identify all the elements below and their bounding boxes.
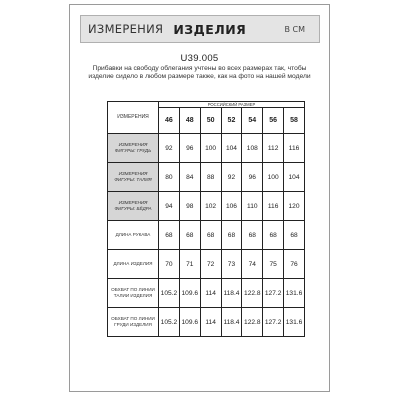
value-cell: 100	[263, 163, 284, 192]
value-cell: 76	[284, 250, 305, 279]
value-cell: 75	[263, 250, 284, 279]
value-cell: 131.6	[284, 279, 305, 308]
value-cell: 68	[200, 221, 221, 250]
size-table	[107, 101, 305, 337]
table-row	[108, 250, 305, 279]
table-row	[108, 192, 305, 221]
value-cell: 127.2	[263, 279, 284, 308]
size-cell-48: 48	[179, 108, 200, 134]
value-cell: 109.6	[179, 279, 200, 308]
value-cell: 105.2	[159, 279, 180, 308]
value-cell: 70	[159, 250, 180, 279]
value-cell: 98	[179, 192, 200, 221]
value-cell: 92	[221, 163, 242, 192]
header-bar	[80, 15, 320, 43]
value-cell: 131.6	[284, 308, 305, 337]
value-cell: 100	[200, 134, 221, 163]
value-cell: 104	[221, 134, 242, 163]
value-cell: 116	[284, 134, 305, 163]
value-cell: 94	[159, 192, 180, 221]
value-cell: 106	[221, 192, 242, 221]
row-label: ОБХВАТ ПО ЛИНИИ ТАЛИИ ИЗДЕЛИЯ	[108, 279, 159, 308]
size-cell-46: 46	[159, 108, 180, 134]
russian-size-label: РОССИЙСКИЙ РАЗМЕР	[159, 102, 305, 108]
value-cell: 68	[221, 221, 242, 250]
value-cell: 114	[200, 279, 221, 308]
row-label: ДЛИНА ИЗДЕЛИЯ	[108, 250, 159, 279]
value-cell: 80	[159, 163, 180, 192]
size-chart-sheet	[69, 4, 330, 392]
table-row	[108, 279, 305, 308]
size-cell-52: 52	[221, 108, 242, 134]
value-cell: 73	[221, 250, 242, 279]
value-cell: 84	[179, 163, 200, 192]
value-cell: 68	[263, 221, 284, 250]
table-row	[108, 308, 305, 337]
value-cell: 118.4	[221, 308, 242, 337]
value-cell: 114	[200, 308, 221, 337]
value-cell: 105.2	[159, 308, 180, 337]
size-cell-58: 58	[284, 108, 305, 134]
row-label: ДЛИНА РУКАВА	[108, 221, 159, 250]
value-cell: 104	[284, 163, 305, 192]
value-cell: 88	[200, 163, 221, 192]
value-cell: 68	[284, 221, 305, 250]
row-label: ИЗМЕРЕНИЯ ФИГУРЫ: ГРУДЬ	[108, 134, 159, 163]
value-cell: 68	[179, 221, 200, 250]
table-row	[108, 163, 305, 192]
row-label: ИЗМЕРЕНИЯ ФИГУРЫ: ТАЛИЯ	[108, 163, 159, 192]
header-measure-text: ИЗМЕРЕНИЯ	[88, 22, 164, 36]
value-cell: 92	[159, 134, 180, 163]
row-label: ОБХВАТ ПО ЛИНИИ ГРУДИ ИЗДЕЛИЯ	[108, 308, 159, 337]
value-cell: 122.8	[242, 308, 263, 337]
value-cell: 120	[284, 192, 305, 221]
row-label: ИЗМЕРЕНИЯ ФИГУРЫ: БЁДРА	[108, 192, 159, 221]
header-item-text: ИЗДЕЛИЯ	[173, 21, 247, 37]
table-row	[108, 134, 305, 163]
value-cell: 116	[263, 192, 284, 221]
value-cell: 96	[242, 163, 263, 192]
value-cell: 74	[242, 250, 263, 279]
value-cell: 122.8	[242, 279, 263, 308]
value-cell: 72	[200, 250, 221, 279]
value-cell: 102	[200, 192, 221, 221]
value-cell: 110	[242, 192, 263, 221]
size-cell-54: 54	[242, 108, 263, 134]
value-cell: 127.2	[263, 308, 284, 337]
value-cell: 108	[242, 134, 263, 163]
header-unit-text: В СМ	[284, 24, 305, 34]
product-code: U39.005	[180, 53, 219, 64]
value-cell: 118.4	[221, 279, 242, 308]
table-row	[108, 221, 305, 250]
value-cell: 96	[179, 134, 200, 163]
value-cell: 68	[159, 221, 180, 250]
size-cell-50: 50	[200, 108, 221, 134]
value-cell: 68	[242, 221, 263, 250]
size-cell-56: 56	[263, 108, 284, 134]
fit-note: Прибавки на свободу облегания учтены во всех размерах так, чтобы изделие сидело в любом размере также, как на фото на нашей модели	[88, 65, 311, 81]
value-cell: 112	[263, 134, 284, 163]
corner-label-cell: ИЗМЕРЕНИЯ	[108, 102, 159, 134]
size-table-body	[108, 102, 305, 337]
value-cell: 71	[179, 250, 200, 279]
value-cell: 109.6	[179, 308, 200, 337]
